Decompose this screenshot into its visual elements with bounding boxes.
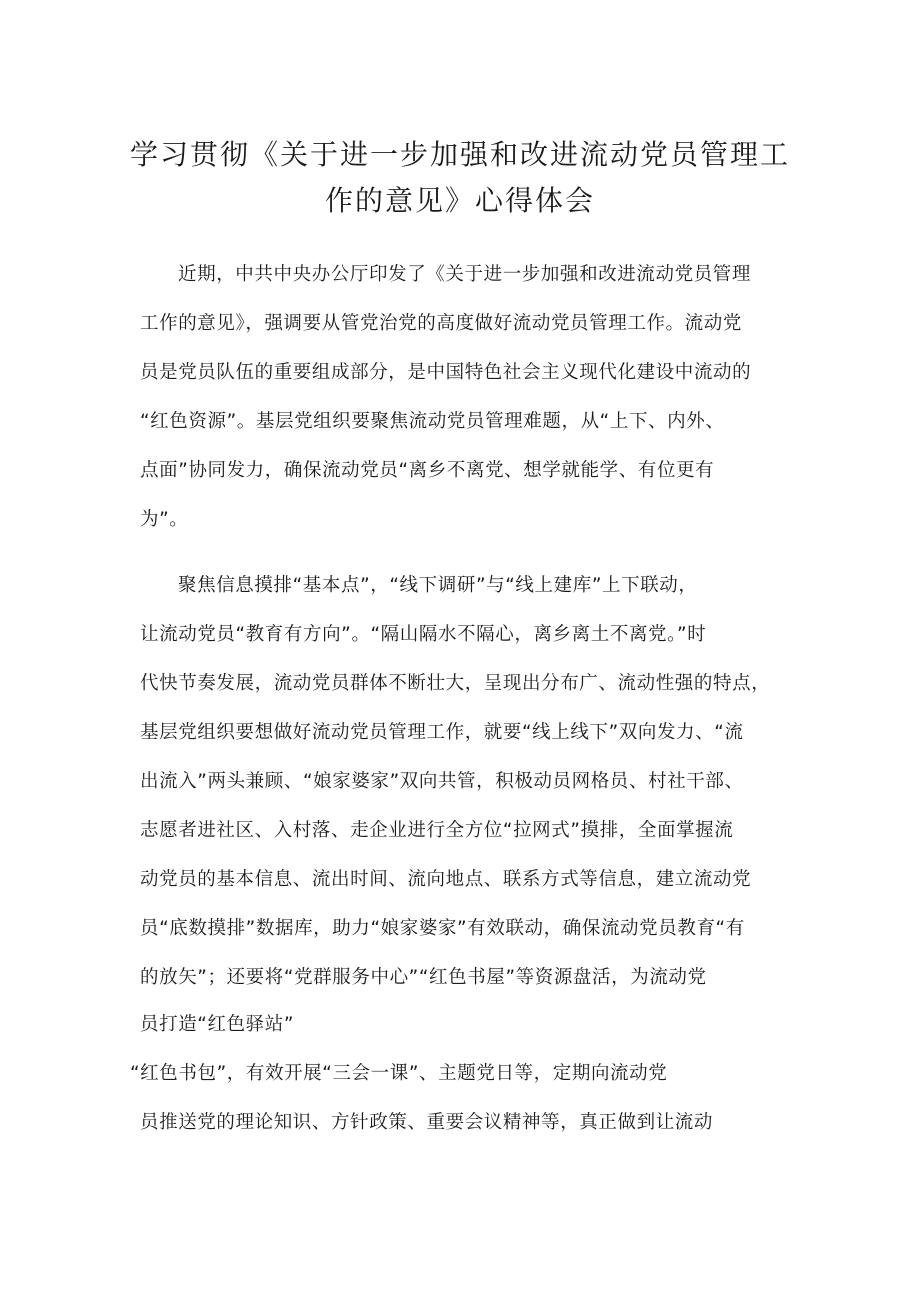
paragraph-line: 基层党组织要想做好流动党员管理工作，就要“线上线下”双向发力、“流 [140,722,744,743]
paragraph-line: “红色书包”，有效开展“三会一课”、主题党日等，定期向流动党 [130,1063,668,1084]
paragraph-line: 员“底数摸排”数据库，助力“娘家婆家”有效联动，确保流动党员教育“有 [140,918,745,939]
paragraph-line: 员推送党的理论知识、方针政策、重要会议精神等，真正做到让流动 [140,1112,714,1133]
paragraph-line: 动党员的基本信息、流出时间、流向地点、联系方式等信息，建立流动党 [140,869,752,890]
paragraph-line: 工作的意见》，强调要从管党治党的高度做好流动党员管理工作。流动党 [140,313,742,334]
title-line-1: 学习贯彻《关于进一步加强和改进流动党员管理工 [129,138,790,171]
paragraph-line: 让流动党员“教育有方向”。“隔山隔水不隔心，离乡离土不离党。”时 [140,624,707,645]
document-title [100,132,820,224]
paragraph-line: 近期，中共中央办公厅印发了《关于进一步加强和改进流动党员管理 [178,264,752,285]
paragraph-line: 代快节奏发展，流动党员群体不断壮大，呈现出分布广、流动性强的特点， [140,673,771,694]
paragraph-line: 点面”协同发力，确保流动党员“离乡不离党、想学就能学、有位更有 [140,460,715,481]
paragraph-line: 的放矢”；还要将“党群服务中心”“红色书屋”等资源盘活，为流动党 [140,967,707,988]
paragraph-line: 出流入”两头兼顾、“娘家婆家”双向共管，积极动员网格员、村社干部、 [140,771,744,792]
paragraph-line: “红色资源”。基层党组织要聚焦流动党员管理难题，从“上下、内外、 [140,411,725,432]
paragraph-line: 志愿者进社区、入村落、走企业进行全方位“拉网式”摸排，全面掌握流 [140,820,734,841]
paragraph-line: 员是党员队伍的重要组成部分，是中国特色社会主义现代化建设中流动的 [140,362,752,383]
paragraph-line: 员打造“红色驿站” [140,1014,295,1035]
paragraph-line: 为”。 [140,509,189,530]
title-line-2: 作的意见》心得体会 [324,184,595,217]
paragraph-line: 聚焦信息摸排“基本点”，“线下调研”与“线上建库”上下联动， [178,575,698,596]
